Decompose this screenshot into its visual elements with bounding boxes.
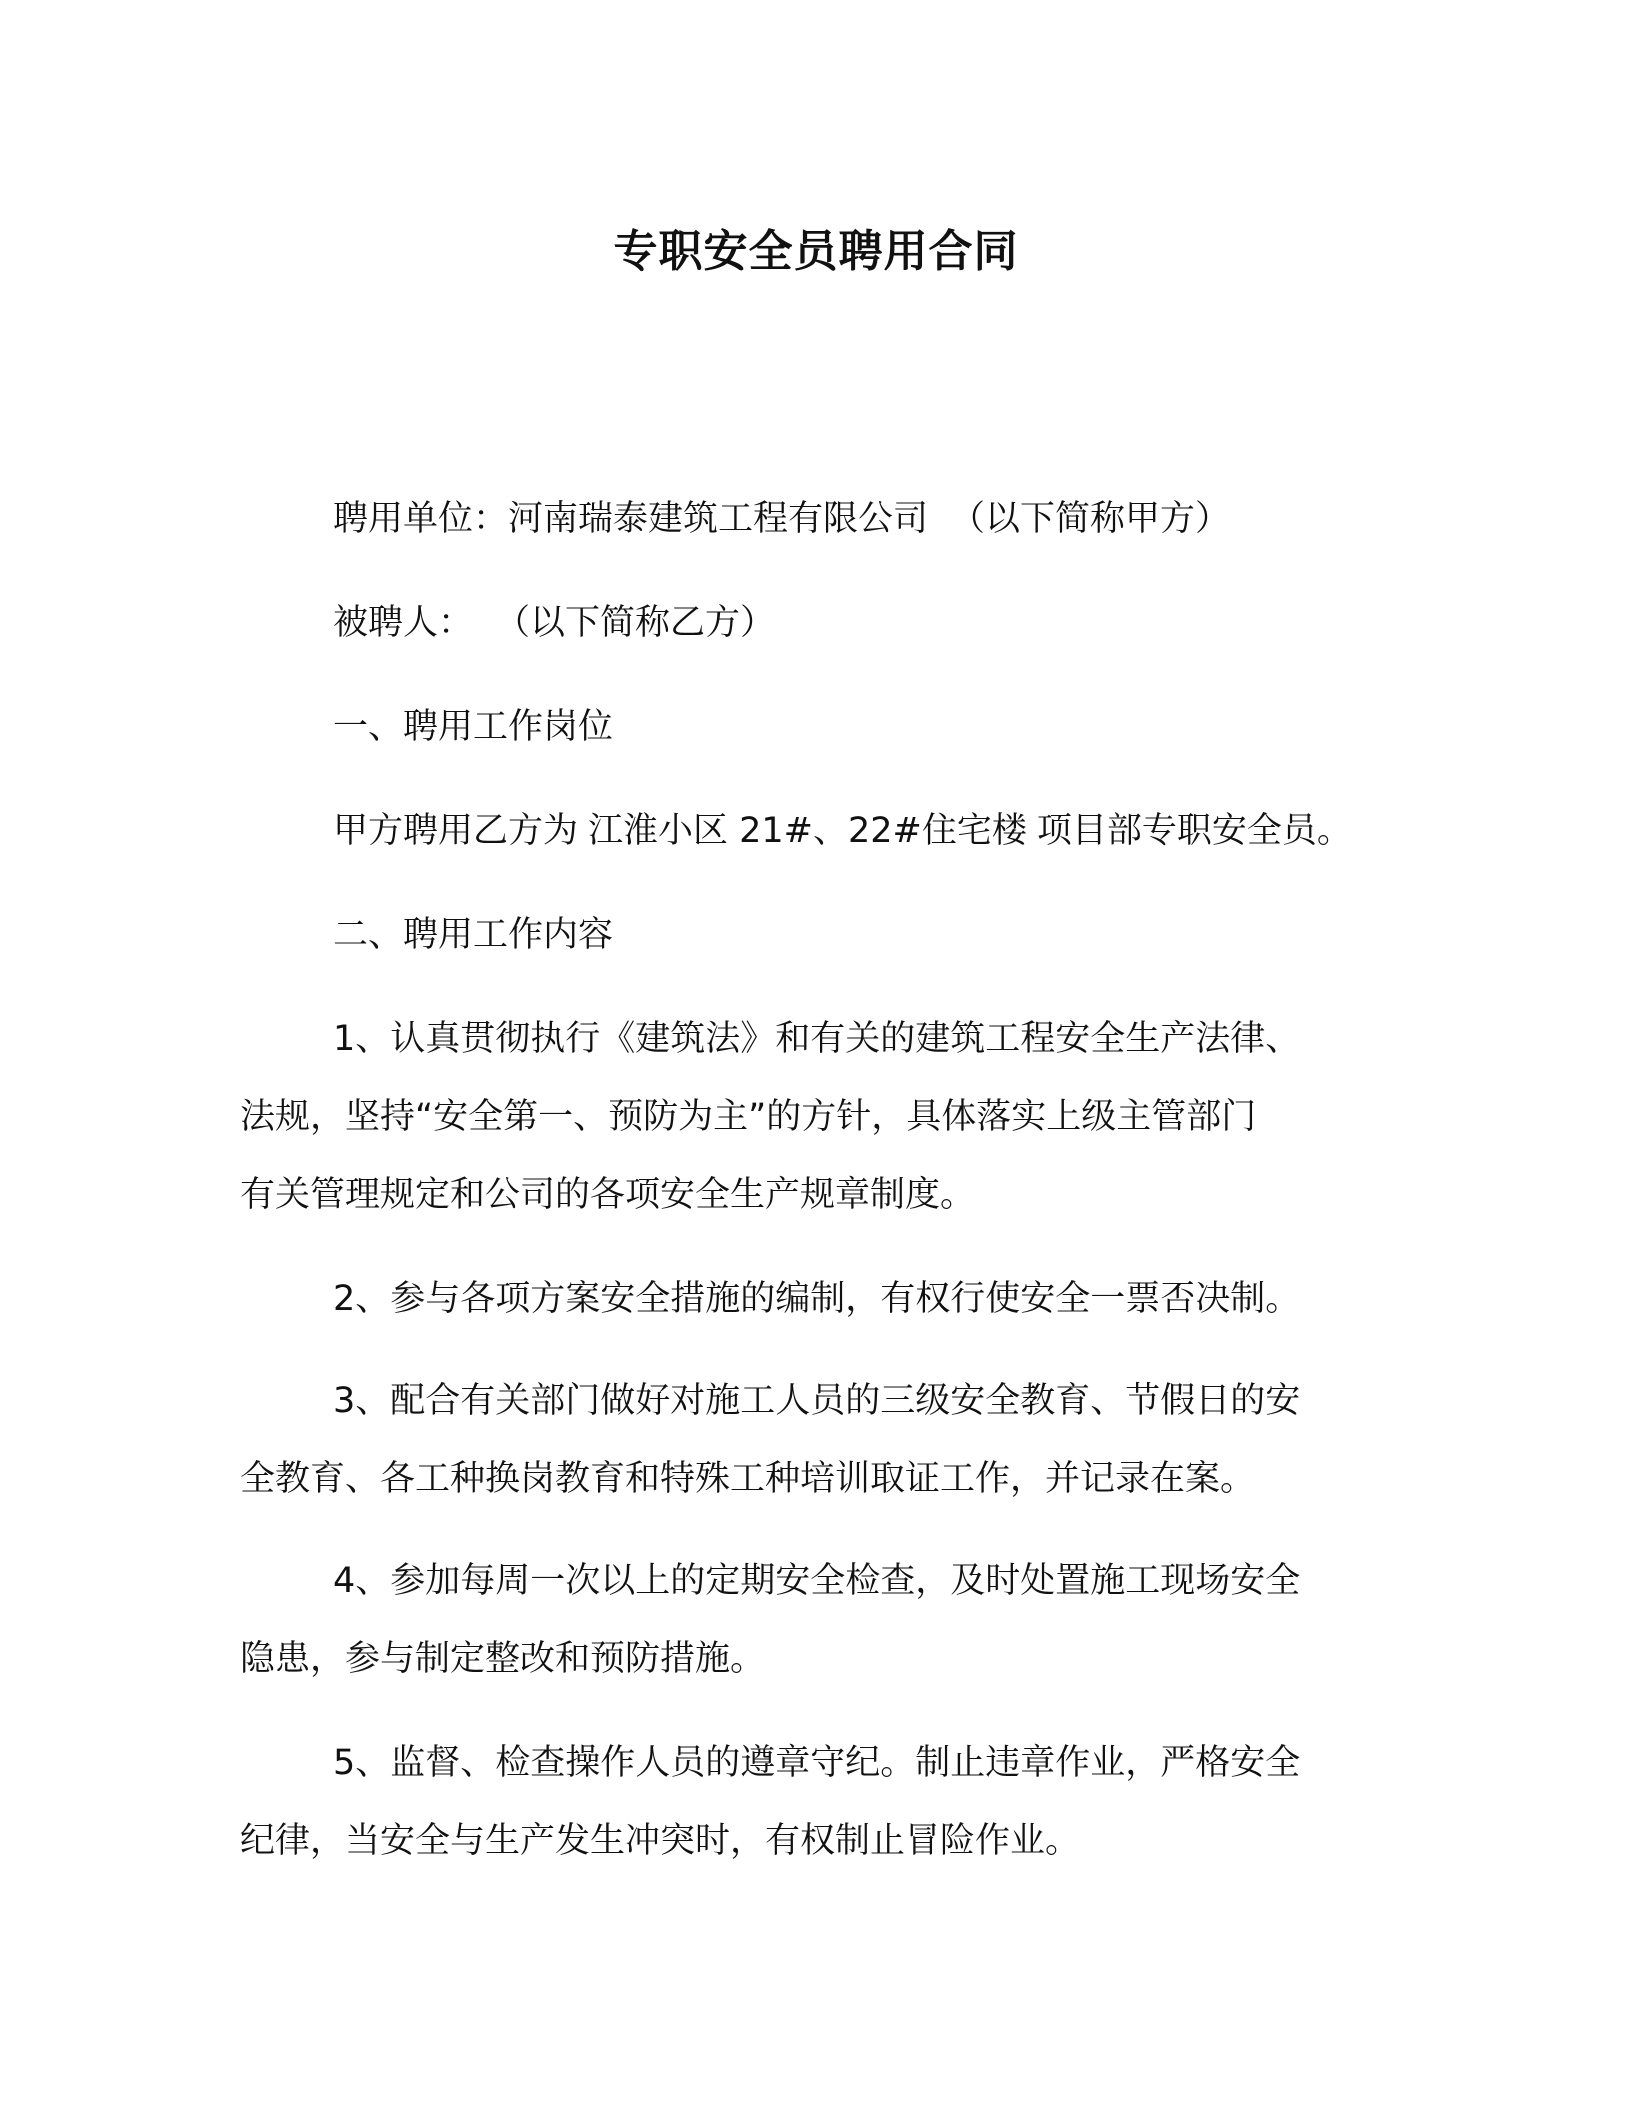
item1-line1: 1、认真贯彻执行《建筑法》和有关的建筑工程安全生产法律、 <box>333 1019 1301 1059</box>
employer-note: （以下简称甲方） <box>950 499 1231 539</box>
employer-line <box>333 494 1230 544</box>
item3-line2: 全教育、各工种换岗教育和特殊工种培训取证工作，并记录在案。 <box>240 1459 1256 1499</box>
section1-text-post: 项目部专职安全员。 <box>1036 811 1352 851</box>
item3-line1: 3、配合有关部门做好对施工人员的三级安全教育、节假日的安 <box>333 1381 1301 1421</box>
section2-heading: 二、聘用工作内容 <box>333 915 614 955</box>
item5-line1: 5、监督、检查操作人员的遵章守纪。制止违章作业，严格安全 <box>333 1743 1301 1783</box>
employee-note: （以下简称乙方） <box>495 603 776 643</box>
section1-heading: 一、聘用工作岗位 <box>333 707 614 747</box>
item2-line1: 2、参与各项方案安全措施的编制，有权行使安全一票否决制。 <box>333 1279 1301 1319</box>
project-name: 江淮小区 21#、22#住宅楼 <box>588 811 1027 851</box>
employee-label: 被聘人： <box>333 603 474 643</box>
employer-name: 河南瑞泰建筑工程有限公司 <box>508 499 929 539</box>
employer-label: 聘用单位： <box>333 499 509 539</box>
document-title: 专职安全员聘用合同 <box>613 226 1019 277</box>
section1-text-pre: 甲方聘用乙方为 <box>333 811 579 851</box>
employee-line <box>333 598 775 648</box>
item4-line1: 4、参加每周一次以上的定期安全检查，及时处置施工现场安全 <box>333 1561 1301 1601</box>
item1-line3: 有关管理规定和公司的各项安全生产规章制度。 <box>240 1175 976 1215</box>
item4-line2: 隐患，参与制定整改和预防措施。 <box>240 1639 766 1679</box>
item5-line2: 纪律，当安全与生产发生冲突时，有权制止冒险作业。 <box>240 1821 1081 1861</box>
section1-text <box>333 806 1352 856</box>
item1-line2: 法规，坚持“安全第一、预防为主”的方针，具体落实上级主管部门 <box>240 1097 1257 1137</box>
